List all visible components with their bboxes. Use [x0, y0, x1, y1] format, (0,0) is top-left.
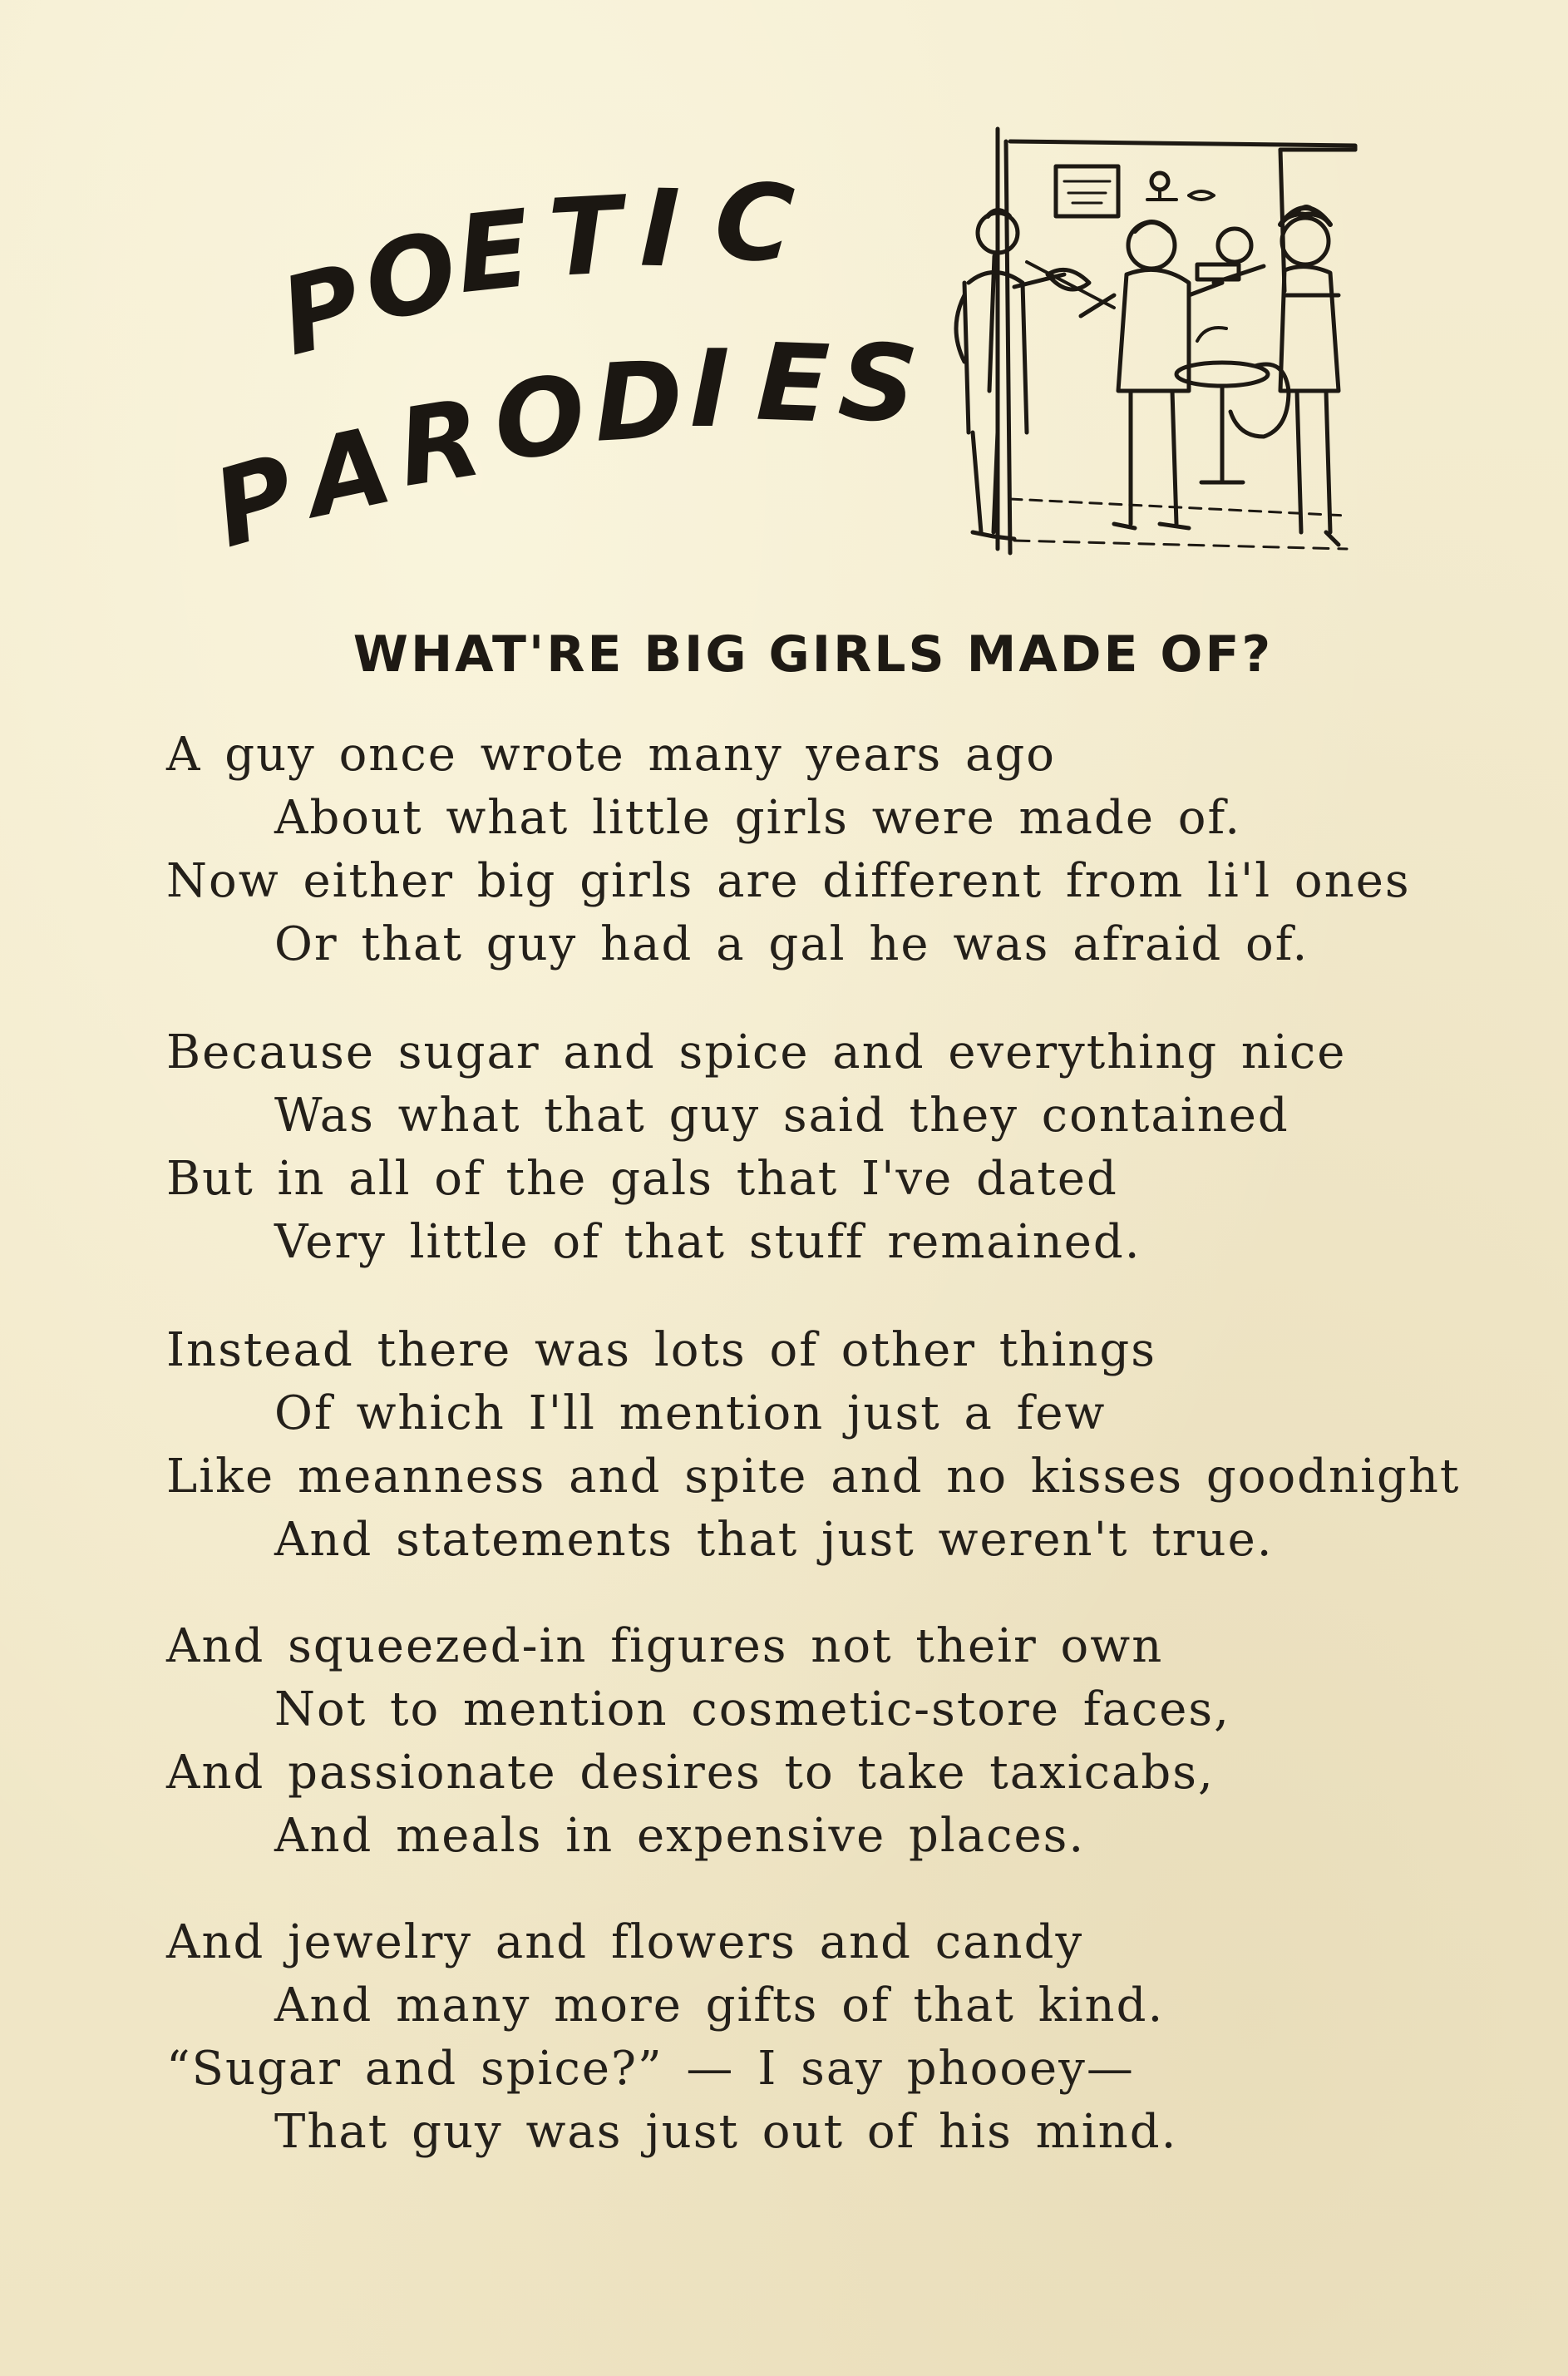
- poem-title: WHAT'RE BIG GIRLS MADE OF?: [353, 625, 1274, 684]
- poem-line: Now either big girls are different from li'l ones: [166, 854, 1411, 908]
- title-letter: O: [355, 208, 466, 347]
- poem-line: And passionate desires to take taxicabs,: [166, 1746, 1215, 1800]
- title-letter: P: [269, 240, 375, 381]
- poem-stanza: [166, 724, 1538, 976]
- restaurant-illustration-icon: [948, 116, 1397, 566]
- poem-line: And jewelry and flowers and candy: [166, 1915, 1084, 1969]
- poem-line: Because sugar and spice and everything nice: [166, 1025, 1347, 1079]
- title-letter: P: [200, 431, 310, 573]
- poem-line: About what little girls were made of.: [274, 791, 1242, 845]
- poem-line: That guy was just out of his mind.: [274, 2105, 1178, 2159]
- poem-line: Not to mention cosmetic-store faces,: [274, 1682, 1230, 1736]
- poem-stanza: [166, 1911, 1538, 2164]
- title-letter: E: [754, 320, 832, 447]
- title-letter: R: [389, 376, 491, 511]
- poem-stanza: [166, 1021, 1538, 1274]
- title-letter: C: [710, 158, 798, 289]
- poem-line: Instead there was lots of other things: [166, 1323, 1156, 1377]
- poem-stanza: [166, 1319, 1538, 1572]
- title-letter: I: [690, 328, 730, 452]
- title-letter: I: [639, 166, 681, 292]
- poem-line: And meals in expensive places.: [274, 1809, 1086, 1863]
- title-letter: O: [488, 352, 592, 486]
- poem-line: Like meanness and spite and no kisses goodnight: [166, 1450, 1461, 1504]
- poem-line: Of which I'll mention just a few: [274, 1386, 1107, 1440]
- poem-line: “Sugar and spice?” — I say phooey—: [166, 2042, 1135, 2096]
- poem-line: And squeezed-in figures not their own: [166, 1619, 1164, 1673]
- poem-line: Was what that guy said they contained: [274, 1089, 1289, 1143]
- title-letter: T: [545, 173, 625, 302]
- title-letter: A: [295, 403, 402, 542]
- title-letter: D: [591, 338, 687, 467]
- poem-line: And statements that just weren't true.: [274, 1513, 1274, 1567]
- title-letter: S: [834, 319, 922, 449]
- poem-line: A guy once wrote many years ago: [166, 728, 1056, 782]
- poem-line: Very little of that stuff remained.: [274, 1215, 1141, 1269]
- title-letter: E: [451, 186, 536, 319]
- poem-line: And many more gifts of that kind.: [274, 1978, 1165, 2033]
- poem-stanza: [166, 1615, 1538, 1868]
- poem-line: Or that guy had a gal he was afraid of.: [274, 917, 1309, 971]
- poem-line: But in all of the gals that I've dated: [166, 1152, 1118, 1206]
